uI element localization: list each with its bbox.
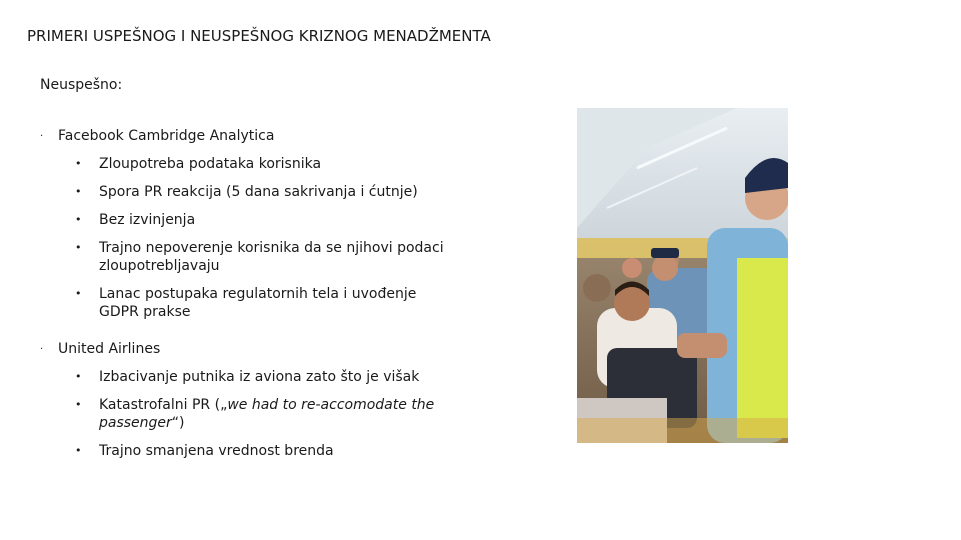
quote-italic: we had to re-accomodate the passenger [99, 397, 435, 431]
list-item-text: Trajno nepoverenje korisnika da se njihovi podaci zloupotrebljavaju [99, 240, 444, 274]
group-heading [40, 341, 480, 359]
text-prefix: Katastrofalni PR („ [99, 397, 228, 413]
list-item-text: Lanac postupaka regulatornih tela i uvođenje GDPR prakse [99, 286, 417, 320]
list-item [75, 285, 480, 321]
list-item [75, 211, 480, 229]
list-item-text: Bez izvinjenja [99, 212, 196, 228]
slide-subtitle: Neuspešno: [40, 77, 123, 93]
list-item-text [99, 396, 459, 432]
list-item-text: Zloupotreba podataka korisnika [99, 156, 322, 172]
list-item [75, 155, 480, 173]
bullet-icon: • [75, 157, 82, 170]
list-item [75, 368, 480, 386]
bullet-icon: • [75, 398, 82, 411]
slide-title: PRIMERI USPEŠNOG I NEUSPEŠNOG KRIZNOG MENADŽMENTA [27, 27, 491, 45]
group-united [40, 341, 480, 460]
list-item-text: Spora PR reakcija (5 dana sakrivanja i ćutnje) [99, 184, 418, 200]
list-item [75, 183, 480, 201]
list-item [75, 396, 480, 432]
bullet-icon: • [75, 287, 82, 300]
airplane-photo [577, 108, 788, 443]
group-heading [40, 128, 480, 146]
bullet-icon: • [75, 444, 82, 457]
group-heading-text: Facebook Cambridge Analytica [58, 128, 275, 144]
bullet-icon: • [75, 213, 82, 226]
bullet-icon: • [75, 241, 82, 254]
group-heading-text: United Airlines [58, 341, 161, 357]
list-item-text: Trajno smanjena vrednost brenda [99, 443, 334, 459]
bullet-icon: • [75, 185, 82, 198]
list-item-text: Izbacivanje putnika iz aviona zato što je višak [99, 369, 420, 385]
bullet-dot-icon: · [40, 131, 44, 142]
list-item [75, 239, 480, 275]
text-suffix: “) [171, 415, 185, 431]
group-facebook [40, 128, 480, 321]
bullet-content [40, 128, 480, 480]
bullet-icon: • [75, 370, 82, 383]
bullet-dot-icon: · [40, 344, 44, 355]
list-item [75, 442, 480, 460]
